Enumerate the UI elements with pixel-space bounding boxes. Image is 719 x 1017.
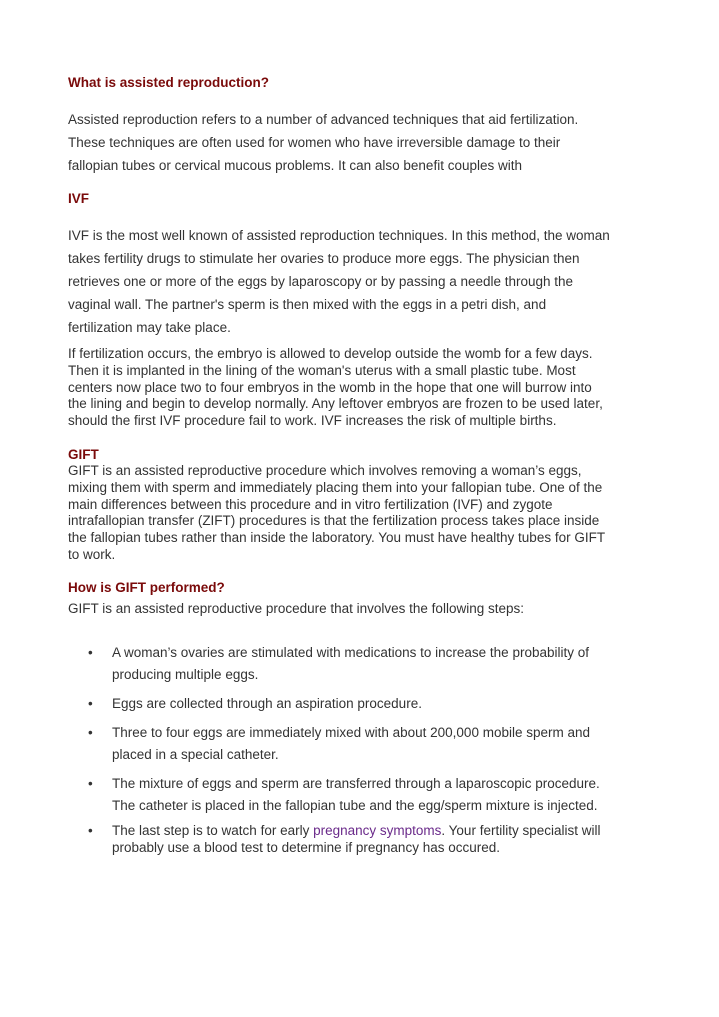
text-line: main differences between this procedure and in vitro fertilization (IVF) and zygote: [68, 496, 553, 512]
text-line: GIFT is an assisted reproductive procedure which involves removing a woman’s eggs,: [68, 463, 582, 478]
list-item-text: [112, 773, 600, 817]
text-line: takes fertility drugs to stimulate her ovaries to produce more eggs. The physician then: [68, 251, 580, 266]
text-line: These techniques are often used for women who have irreversible damage to their: [68, 135, 561, 150]
text-line: retrieves one or more of the eggs by laparoscopy or by passing a needle through the: [68, 274, 574, 289]
text-line: should the first IVF procedure fail to work. IVF increases the risk of multiple births.: [68, 413, 557, 429]
heading-how-is-gift-performed: How is GIFT performed?: [68, 580, 225, 595]
text-line: The mixture of eggs and sperm are transferred through a laparoscopic procedure.: [112, 776, 600, 791]
paragraph-ivf-fertilization: [68, 346, 603, 430]
list-item-text: [112, 822, 600, 856]
bullet-icon: •: [88, 696, 93, 711]
list-item-text: [112, 722, 590, 766]
paragraph-what-is-assisted-reproduction: [68, 108, 578, 177]
text-line: probably use a blood test to determine if pregnancy has occured.: [112, 840, 500, 855]
list-item-text: [112, 693, 422, 715]
text-line: A woman’s ovaries are stimulated with medications to increase the probability of: [112, 645, 589, 660]
paragraph-ivf-method: [68, 224, 610, 339]
text-line: Assisted reproduction refers to a number of advanced techniques that aid fertilization.: [68, 112, 579, 127]
text-line: fallopian tubes or cervical mucous problems. It can also benefit couples with: [68, 158, 522, 173]
text-line: IVF is the most well known of assisted reproduction techniques. In this method, the woman: [68, 228, 610, 243]
text-line: producing multiple eggs.: [112, 667, 259, 682]
heading-gift: GIFT: [68, 447, 99, 462]
heading-what-is-assisted-reproduction: What is assisted reproduction?: [68, 75, 270, 90]
text-line: fertilization may take place.: [68, 320, 231, 335]
paragraph-gift: [68, 463, 605, 564]
text-line: Eggs are collected through an aspiration procedure.: [112, 696, 422, 711]
text-line: intrafallopian transfer (ZIFT) procedures is that the fertilization process takes place inside: [68, 513, 600, 529]
paragraph-how-intro: GIFT is an assisted reproductive procedure that involves the following steps:: [68, 601, 524, 616]
text-fragment: . Your fertility specialist will: [441, 823, 601, 838]
bullet-icon: •: [88, 645, 93, 660]
text-line: If fertilization occurs, the embryo is allowed to develop outside the womb for a few days.: [68, 346, 593, 361]
text-line: vaginal wall. The partner's sperm is then mixed with the eggs in a petri dish, and: [68, 297, 547, 312]
list-item-text: [112, 642, 589, 686]
text-line: the lining and begin to develop normally. Any leftover embryos are frozen to be used later,: [68, 396, 603, 412]
pregnancy-symptoms-link[interactable]: pregnancy symptoms: [313, 823, 442, 838]
bullet-icon: •: [88, 776, 93, 791]
text-line: mixing them with sperm and immediately placing them into your fallopian tube. One of the: [68, 479, 603, 495]
bullet-icon: •: [88, 823, 93, 838]
text-line: The catheter is placed in the fallopian tube and the egg/sperm mixture is injected.: [112, 798, 598, 813]
text-fragment: The last step is to watch for early: [112, 823, 314, 838]
text-line: to work.: [68, 546, 116, 562]
text-line: Three to four eggs are immediately mixed with about 200,000 mobile sperm and: [112, 725, 591, 740]
text-line: centers now place two to four embryos in the womb in the hope that one will burrow into: [68, 379, 592, 395]
text-line: [112, 822, 600, 839]
text-line: placed in a special catheter.: [112, 747, 279, 762]
heading-ivf: IVF: [68, 191, 90, 206]
text-line: the fallopian tubes rather than inside the laboratory. You must have healthy tubes for GIFT: [68, 530, 606, 546]
bullet-icon: •: [88, 725, 93, 740]
text-line: Then it is implanted in the lining of the woman's uterus with a small plastic tube. Most: [68, 362, 576, 378]
